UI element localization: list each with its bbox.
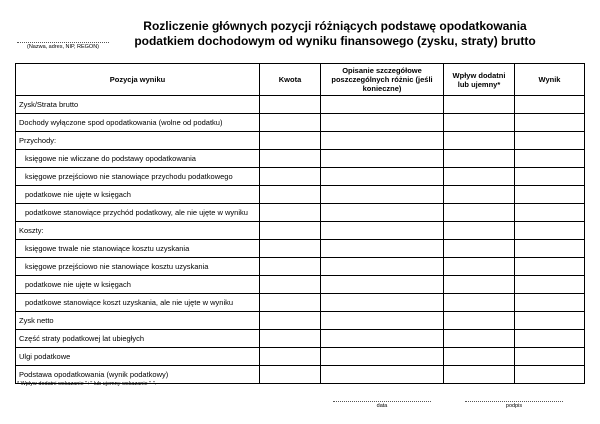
amount-cell[interactable] [260,114,321,132]
impact-cell[interactable] [444,132,515,150]
table-row [16,312,585,330]
impact-cell[interactable] [444,186,515,204]
result-cell[interactable] [515,294,585,312]
table-row [16,240,585,258]
row-label: księgowe trwale nie stanowiące kosztu uzyskania [16,240,260,258]
description-cell[interactable] [321,294,444,312]
result-cell[interactable] [515,186,585,204]
row-label: podatkowe stanowiące koszt uzyskania, ale nie ujęte w wyniku [16,294,260,312]
impact-cell[interactable] [444,366,515,384]
amount-cell[interactable] [260,186,321,204]
table-row [16,186,585,204]
description-cell[interactable] [321,366,444,384]
description-cell[interactable] [321,132,444,150]
amount-cell[interactable] [260,150,321,168]
description-cell[interactable] [321,222,444,240]
row-label: Ulgi podatkowe [16,348,260,366]
description-cell[interactable] [321,168,444,186]
row-label: podatkowe nie ujęte w księgach [16,186,260,204]
table-row [16,96,585,114]
table-row [16,150,585,168]
table-row [16,114,585,132]
reconciliation-table [15,63,585,384]
row-label: Koszty: [16,222,260,240]
description-cell[interactable] [321,204,444,222]
description-cell[interactable] [321,96,444,114]
impact-cell[interactable] [444,294,515,312]
amount-cell[interactable] [260,330,321,348]
impact-cell[interactable] [444,240,515,258]
amount-cell[interactable] [260,366,321,384]
description-cell[interactable] [321,348,444,366]
company-caption: (Nazwa, adres, NIP, REGON) [17,42,109,51]
description-cell[interactable] [321,276,444,294]
amount-cell[interactable] [260,294,321,312]
amount-cell[interactable] [260,168,321,186]
table-row [16,222,585,240]
impact-cell[interactable] [444,204,515,222]
row-label: Podstawa opodatkowania (wynik podatkowy) [16,366,260,384]
amount-cell[interactable] [260,96,321,114]
result-cell[interactable] [515,240,585,258]
table-row [16,330,585,348]
row-label: Część straty podatkowej lat ubiegłych [16,330,260,348]
impact-cell[interactable] [444,348,515,366]
amount-cell[interactable] [260,348,321,366]
result-cell[interactable] [515,204,585,222]
signature-field-label: podpis [465,401,563,409]
result-cell[interactable] [515,366,585,384]
amount-cell[interactable] [260,258,321,276]
column-header: Wpływ dodatni lub ujemny* [444,64,515,96]
row-label: księgowe przejściowo nie stanowiące kosztu uzyskania [16,258,260,276]
row-label: Zysk netto [16,312,260,330]
description-cell[interactable] [321,114,444,132]
column-header: Pozycja wyniku [16,64,260,96]
impact-cell[interactable] [444,96,515,114]
description-cell[interactable] [321,258,444,276]
row-label: Dochody wyłączone spod opodatkowania (wolne od podatku) [16,114,260,132]
impact-cell[interactable] [444,222,515,240]
description-cell[interactable] [321,186,444,204]
impact-cell[interactable] [444,258,515,276]
table-header-row [16,64,585,96]
description-cell[interactable] [321,312,444,330]
impact-cell[interactable] [444,150,515,168]
amount-cell[interactable] [260,312,321,330]
result-cell[interactable] [515,150,585,168]
result-cell[interactable] [515,132,585,150]
document-title [110,19,560,49]
result-cell[interactable] [515,330,585,348]
column-header: Opisanie szczegółowe poszczególnych różnic (jeśli konieczne) [321,64,444,96]
impact-cell[interactable] [444,330,515,348]
amount-cell[interactable] [260,240,321,258]
amount-cell[interactable] [260,222,321,240]
title-line-1: Rozliczenie głównych pozycji różniących podstawę opodatkowania [143,19,527,33]
impact-cell[interactable] [444,276,515,294]
row-label: Przychody: [16,132,260,150]
table-row [16,204,585,222]
column-header: Wynik [515,64,585,96]
result-cell[interactable] [515,168,585,186]
result-cell[interactable] [515,258,585,276]
row-label: podatkowe stanowiące przychód podatkowy, ale nie ujęte w wyniku [16,204,260,222]
table-row [16,348,585,366]
amount-cell[interactable] [260,204,321,222]
impact-cell[interactable] [444,168,515,186]
footnote: * Wpływ dodatni wskazanie "+" lub ujemny wskazanie "-". [17,381,157,387]
table-row [16,276,585,294]
result-cell[interactable] [515,276,585,294]
result-cell[interactable] [515,96,585,114]
amount-cell[interactable] [260,132,321,150]
table-row [16,294,585,312]
title-line-2: podatkiem dochodowym od wyniku finansowego (zysku, straty) brutto [134,34,536,48]
amount-cell[interactable] [260,276,321,294]
description-cell[interactable] [321,330,444,348]
table-row [16,168,585,186]
impact-cell[interactable] [444,114,515,132]
result-cell[interactable] [515,348,585,366]
table-row [16,258,585,276]
impact-cell[interactable] [444,312,515,330]
row-label: księgowe przejściowo nie stanowiące przychodu podatkowego [16,168,260,186]
column-header: Kwota [260,64,321,96]
description-cell[interactable] [321,240,444,258]
row-label: księgowe nie wliczane do podstawy opodatkowania [16,150,260,168]
result-cell[interactable] [515,222,585,240]
result-cell[interactable] [515,114,585,132]
row-label: Zysk/Strata brutto [16,96,260,114]
description-cell[interactable] [321,150,444,168]
row-label: podatkowe nie ujęte w księgach [16,276,260,294]
result-cell[interactable] [515,312,585,330]
table-row [16,132,585,150]
date-field-label: data [333,401,431,409]
